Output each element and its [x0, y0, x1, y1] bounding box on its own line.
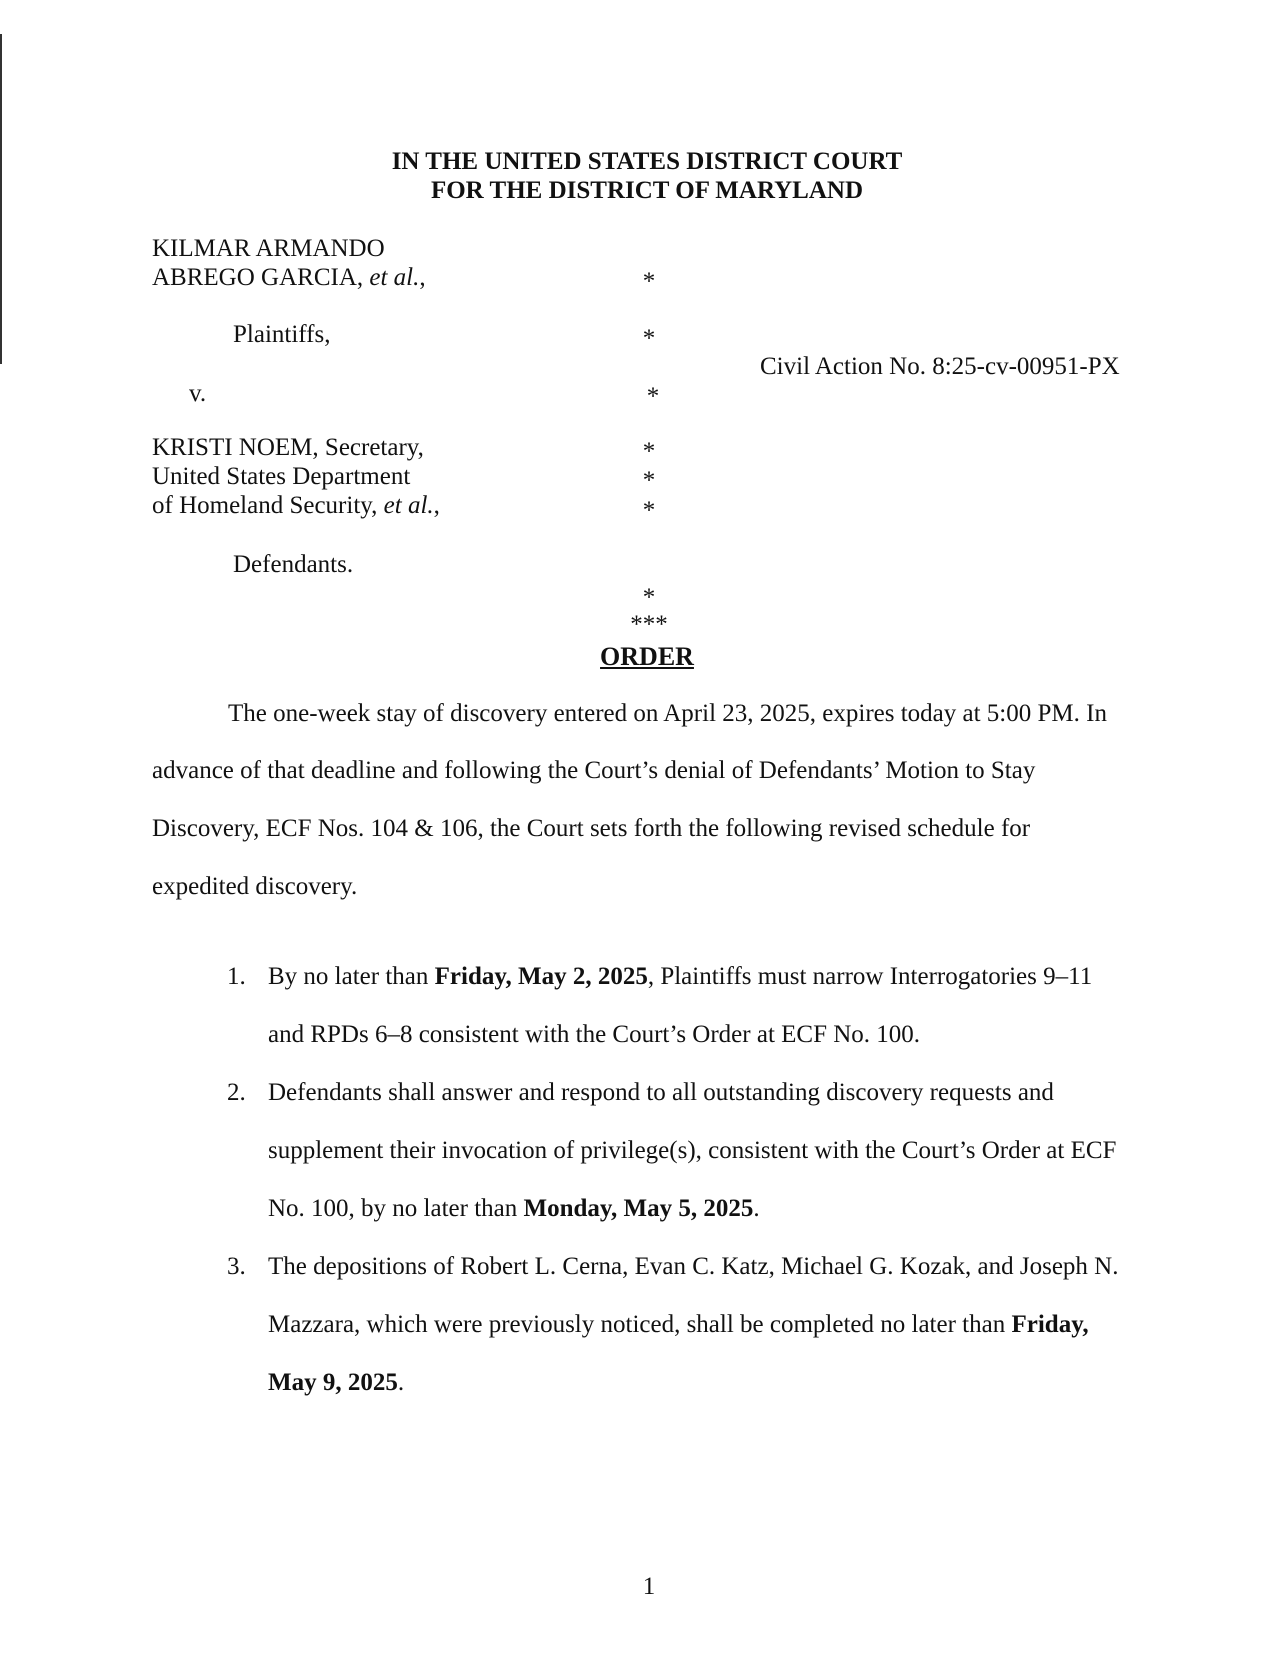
deadline-date: May 9, 2025	[268, 1369, 398, 1396]
list-item-line: The depositions of Robert L. Cerna, Evan C. Katz, Michael G. Kozak, and Joseph N.	[268, 1253, 1119, 1280]
list-item-number: 1.	[227, 963, 246, 990]
caption-star: *	[642, 467, 656, 494]
order-title: ORDER	[600, 642, 694, 671]
plaintiff-name-line2: ABREGO GARCIA, et al.,	[152, 264, 426, 291]
court-header-line2: FOR THE DISTRICT OF MARYLAND	[430, 177, 864, 204]
list-item-line: May 9, 2025.	[268, 1369, 405, 1396]
defendants-label: Defendants.	[233, 551, 354, 578]
paragraph-line: Discovery, ECF Nos. 104 & 106, the Court sets forth the following revised schedule for	[152, 815, 1031, 842]
caption-star: *	[642, 584, 656, 611]
caption-star: *	[642, 438, 656, 465]
paragraph-line: advance of that deadline and following the Court’s denial of Defendants’ Motion to Stay	[152, 757, 1036, 784]
versus: v.	[189, 380, 207, 407]
deadline-date: Monday, May 5, 2025	[523, 1195, 754, 1222]
caption-triple-star: ***	[630, 611, 668, 638]
deadline-date: Friday,	[1011, 1311, 1089, 1338]
defendant-name-line2: United States Department	[152, 463, 411, 490]
defendant-name-line3: of Homeland Security, et al.,	[152, 492, 440, 519]
defendant-name-line1: KRISTI NOEM, Secretary,	[152, 434, 424, 461]
page-number: 1	[642, 1573, 656, 1600]
list-item-line: No. 100, by no later than Monday, May 5, 2025.	[268, 1195, 760, 1222]
caption-star: *	[642, 268, 656, 295]
paragraph-line: expedited discovery.	[152, 873, 358, 900]
plaintiffs-label: Plaintiffs,	[233, 321, 331, 348]
caption-star: *	[642, 497, 656, 524]
caption-star: *	[642, 325, 656, 352]
et-al: et al.	[369, 264, 420, 291]
list-item-number: 2.	[227, 1079, 246, 1106]
et-al: et al.	[383, 492, 434, 519]
caption-star: *	[646, 383, 660, 410]
list-item-line: supplement their invocation of privilege(s), consistent with the Court’s Order at ECF	[268, 1137, 1117, 1164]
civil-action-number: Civil Action No. 8:25-cv-00951-PX	[760, 353, 1120, 380]
deadline-date: Friday, May 2, 2025	[434, 963, 648, 990]
court-header	[0, 147, 1280, 205]
plaintiff-name-line1: KILMAR ARMANDO	[152, 235, 385, 262]
court-header-line1: IN THE UNITED STATES DISTRICT COURT	[391, 148, 903, 175]
list-item-line: and RPDs 6–8 consistent with the Court’s Order at ECF No. 100.	[268, 1021, 921, 1048]
paragraph-line: The one-week stay of discovery entered on April 23, 2025, expires today at 5:00 PM. In	[228, 700, 1107, 727]
list-item-line: Defendants shall answer and respond to all outstanding discovery requests and	[268, 1079, 1054, 1106]
list-item-line: By no later than Friday, May 2, 2025, Plaintiffs must narrow Interrogatories 9–11	[268, 963, 1093, 990]
list-item-line: Mazzara, which were previously noticed, shall be completed no later than Friday,	[268, 1311, 1089, 1338]
list-item-number: 3.	[227, 1253, 246, 1280]
